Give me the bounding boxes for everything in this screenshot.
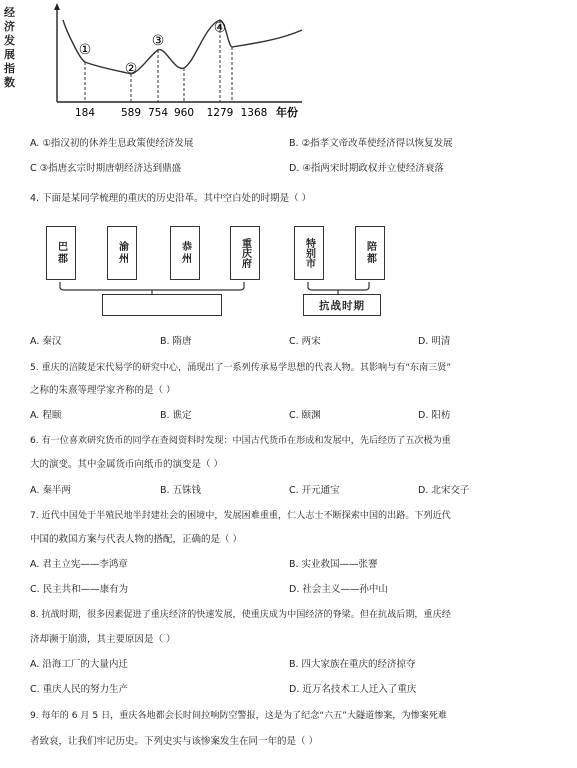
- q7-option-c: C. 民主共和——康有为: [30, 584, 129, 595]
- timeline-box-label: 陪都: [364, 241, 376, 265]
- tick-label: 589: [120, 107, 142, 119]
- tick-label: 1368: [240, 107, 268, 119]
- marker-1: ①: [78, 42, 92, 58]
- q4-option-d: D. 明清: [418, 336, 451, 347]
- marker-2: ②: [124, 61, 138, 77]
- q3-option-a: A. ①指汉初的休养生息政策使经济发展: [30, 138, 194, 149]
- q7-option-b: B. 实业救国——张謇: [289, 559, 378, 570]
- timeline-brackets: [0, 0, 577, 320]
- q5-stem-line2: 之称的朱熹等理学家齐称的是（ ）: [30, 385, 176, 396]
- q6-stem-line1: 6. 有一位喜欢研究货币的同学在查阅资料时发现：中国古代货币在形成和发展中，先后经历了五次极为重: [30, 436, 451, 446]
- tick-label: 1279: [206, 107, 234, 119]
- q7-stem-line1: 7. 近代中国处于半殖民地半封建社会的困境中，发展困难重重，仁人志士不断探索中国的出路。下列近代: [30, 511, 451, 521]
- q8-option-c: C. 重庆人民的努力生产: [30, 684, 129, 695]
- marker-4: ④: [213, 20, 227, 36]
- q8-stem-line2: 济却濒于崩溃，其主要原因是（ ）: [30, 634, 176, 645]
- q9-stem-line1: 9. 每年的 6 月 5 日，重庆各地都会长时间拉响防空警报，这是为了纪念“六五”大隧道惨案，为惨案死难: [30, 711, 447, 721]
- period-label: 抗战时期: [319, 299, 365, 312]
- q4-stem: 4. 下面是某同学梳理的重庆的历史沿革。其中空白处的时期是（ ）: [30, 193, 312, 204]
- blank-period-box: [102, 294, 222, 316]
- q4-option-b: B. 隋唐: [160, 336, 192, 347]
- q5-option-a: A. 程颐: [30, 410, 62, 421]
- q5-option-c: C. 颐渊: [289, 410, 321, 421]
- q3-option-d: D. ④指两宋时期政权并立使经济衰落: [289, 163, 444, 174]
- q5-stem-line1: 5. 重庆的涪陵是宋代易学的研究中心，涌现出了一系列传承易学思想的代表人物。其影响与有“东南三贤”: [30, 363, 452, 373]
- q4-option-a: A. 秦汉: [30, 336, 62, 347]
- tick-label: 754: [147, 107, 169, 119]
- timeline-box-label: 特别市: [303, 238, 315, 268]
- q6-option-a: A. 秦半两: [30, 485, 71, 496]
- q8-option-b: B. 四大家族在重庆的经济掠夺: [289, 659, 416, 670]
- q6-option-c: C. 开元通宝: [289, 485, 340, 496]
- q4-option-c: C. 两宋: [289, 336, 321, 347]
- tick-label: 960: [173, 107, 195, 119]
- tick-label: 184: [74, 107, 96, 119]
- marker-3: ③: [151, 33, 165, 49]
- timeline-box-label: 巴郡: [55, 241, 67, 265]
- q8-stem-line1: 8. 抗战时期，很多因素促进了重庆经济的快速发展，使重庆成为中国经济的脊梁。但在抗战后期，重庆经: [30, 610, 451, 620]
- q5-option-d: D. 阳枋: [418, 410, 451, 421]
- q8-option-d: D. 近万名技术工人迁入了重庆: [289, 684, 417, 695]
- q8-option-a: A. 沿海工厂的大量内迁: [30, 659, 128, 670]
- ylabel-vertical: 经济发展指数: [4, 6, 15, 89]
- timeline-box-label: 重庆府: [239, 238, 251, 268]
- period-box: [303, 294, 381, 316]
- q6-option-b: B. 五铢钱: [160, 485, 202, 496]
- q7-stem-line2: 中国的救国方案与代表人物的搭配，正确的是（ ）: [30, 534, 243, 545]
- q7-option-a: A. 君主立宪——李鸿章: [30, 559, 128, 570]
- q9-stem-line2: 者致哀，让我们牢记历史。下列史实与该惨案发生在同一年的是（ ）: [30, 736, 319, 747]
- q3-option-b: B. ②指孝文帝改革使经济得以恢复发展: [289, 138, 453, 149]
- timeline-box-label: 渝州: [116, 241, 128, 265]
- q7-option-d: D. 社会主义——孙中山: [289, 584, 388, 595]
- x-axis-label: 年份: [276, 106, 298, 119]
- q6-option-d: D. 北宋交子: [418, 485, 470, 496]
- q5-option-b: B. 谯定: [160, 410, 192, 421]
- q6-stem-line2: 大的演变。其中金属货币向纸币的演变是（ ）: [30, 459, 224, 470]
- timeline-box-label: 恭州: [179, 241, 191, 265]
- q3-option-c: C ③指唐玄宗时期唐朝经济达到鼎盛: [30, 163, 182, 174]
